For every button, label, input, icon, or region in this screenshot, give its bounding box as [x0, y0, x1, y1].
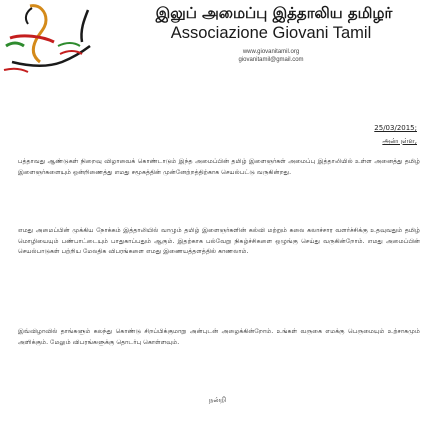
letter-date: 25/03/2015; — [374, 124, 417, 132]
website-link[interactable]: www.giovanitamil.org — [242, 49, 300, 55]
paragraph-1: பத்தாவது ஆண்டுகள் நிறைவு விழாவைக் கொண்டாடும் இந்த அமைப்பின் தமிழ் இளைஞர்கள் அமைப்பு இத்தாலியில் உள்ள அனைத்து தமிழ் இளைஞர்களையும் ஒன்றிணைத்து எமது சமூகத்தின் முன்னேற்றத்திற்காக செயல்பட்டு வருகின்றது. — [18, 158, 420, 176]
contact-info — [112, 48, 430, 64]
email-link[interactable]: giovanitamil@gmail.com — [238, 57, 304, 63]
organization-logo-icon — [2, 2, 98, 76]
organization-name-italian: Associazione Giovani Tamil — [170, 24, 372, 42]
paragraph-2: எமது அமைப்பின் முக்கிய நோக்கம் இத்தாலியில் வாழும் தமிழ் இளைஞர்களின் கல்வி மற்றும் கலை கலாச்சார வளர்ச்சிக்கு உதவுவதும் தமிழ் மொழியையும் பண்பாட்டையும் பாதுகாப்பதும் ஆகும். இதற்காக பல்வேறு நிகழ்ச்சிகளை ஒழுங்கு செய்து வருகின்றோம். எமது அமைப்பின் செயல்பாடுகள் பற்றிய மேலதிக விபரங்களை எமது இணையத்தளத்தில் காணலாம். — [18, 227, 420, 256]
paragraph-3: இவ்விழாவில் தாங்களும் கலந்து கொண்டு சிறப்பிக்குமாறு அன்புடன் அழைக்கின்றோம். உங்கள் வருகை எமக்கு பெருமையும் உற்சாகமும் அளிக்கும். மேலும் விபரங்களுக்கு தொடர்பு கொள்ளவும். — [18, 328, 420, 346]
closing-text: நன்றி — [208, 396, 227, 404]
letter-meta — [374, 122, 417, 148]
letterhead — [0, 0, 435, 78]
organization-name-tamil: இலுப் அமைப்பு இத்தாலிய தமிழர் — [155, 4, 393, 22]
salutation: அன்புள்ள, — [382, 137, 417, 145]
